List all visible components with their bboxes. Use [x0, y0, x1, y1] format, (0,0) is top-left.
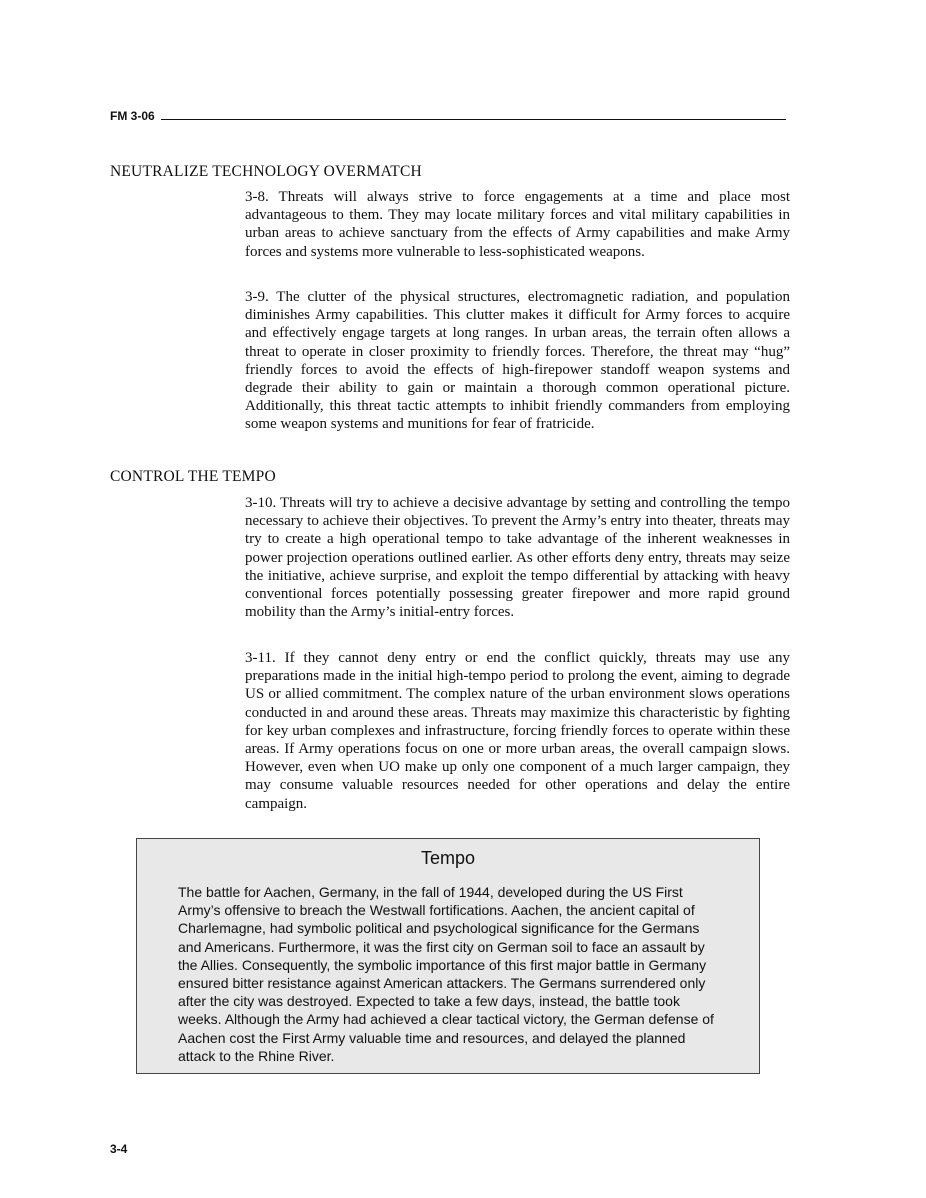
- paragraph-3-11: 3-11. If they cannot deny entry or end the conflict quickly, threats may use any preparations made in the initial high-tempo period to prolong the event, aiming to degrade US or allied commitment. The complex nature of the urban environment slows operations conducted in and around these areas. Threats may maximize this characteristic by fighting for key urban complexes and infrastructure, forcing friendly forces to operate within these areas. If Army operations focus on one or more urban areas, the overall campaign slows. However, even when UO make up only one component of a much larger campaign, they may consume valuable resources needed for other operations and delay the entire campaign.: [245, 650, 790, 812]
- paragraph-3-10: 3-10. Threats will try to achieve a decisive advantage by setting and controlling the tempo necessary to achieve their objectives. To prevent the Army’s entry into theater, threats may try to create a high operational tempo to take advantage of the inherent weaknesses in power projection operations outlined earlier. As other efforts deny entry, threats may seize the initiative, achieve surprise, and exploit the tempo differential by attacking with heavy conventional forces potentially possessing greater firepower and more rapid ground mobility than the Army’s initial-entry forces.: [245, 495, 790, 621]
- header-rule: [161, 119, 786, 120]
- page-number: 3-4: [110, 1142, 128, 1156]
- manual-number: FM 3-06: [110, 109, 155, 123]
- sidebar-title: Tempo: [420, 848, 476, 868]
- sidebar-box-tempo: [136, 838, 760, 1074]
- paragraph-3-9: 3-9. The clutter of the physical structures, electromagnetic radiation, and population diminishes Army capabilities. This clutter makes it difficult for Army forces to acquire and effectively engage targets at long ranges. In urban areas, the terrain often allows a threat to operate in closer proximity to friendly forces. Therefore, the threat may “hug” friendly forces to avoid the effects of high-firepower standoff weapon systems and degrade their ability to gain or maintain a thorough common operational picture. Additionally, this threat tactic attempts to inhibit friendly commanders from employing some weapon systems and munitions for fear of fratricide.: [245, 289, 790, 433]
- section-heading-control-tempo: CONTROL THE TEMPO: [110, 468, 276, 485]
- running-header: [110, 109, 786, 123]
- paragraph-3-8: 3-8. Threats will always strive to force engagements at a time and place most advantageous to them. They may locate military forces and vital military capabilities in urban areas to achieve sanctuary from the effects of Army capabilities and make Army forces and systems more vulnerable to less-sophisticated weapons.: [245, 189, 790, 260]
- sidebar-text: The battle for Aachen, Germany, in the fall of 1944, developed during the US First Army’s offensive to breach the Westwall fortifications. Aachen, the ancient capital of Charlemagne, had symbolic political and psychological significance for the Germans and Americans. Furthermore, it was the first city on German soil to face an assault by the Allies. Consequently, the symbolic importance of this first major battle in Germany ensured bitter resistance against American attackers. The Germans surrendered only after the city was destroyed. Expected to take a few days, instead, the battle took weeks. Although the Army had achieved a clear tactical victory, the German defense of Aachen cost the First Army valuable time and resources, and delayed the planned attack to the Rhine River.: [178, 884, 714, 1064]
- section-heading-technology-overmatch: NEUTRALIZE TECHNOLOGY OVERMATCH: [110, 163, 422, 180]
